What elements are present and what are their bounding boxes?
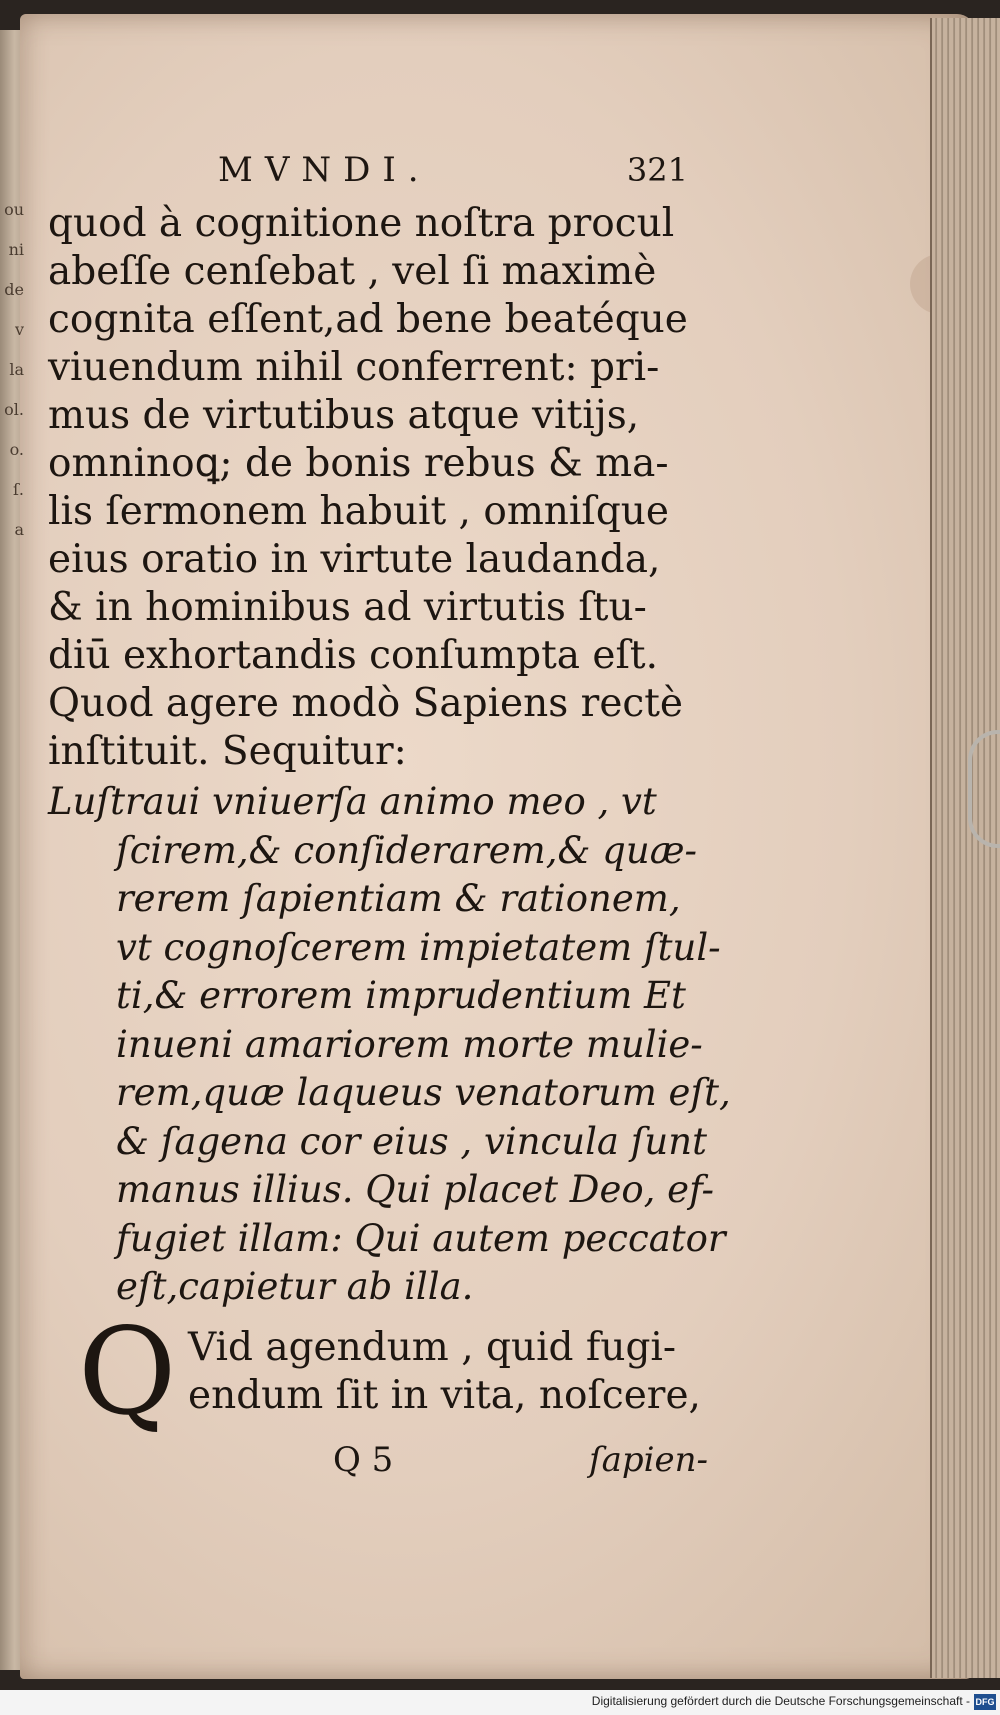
prose-line: viuendum nihil conferrent: pri- [48, 345, 660, 390]
verse-line: vt cognoſcerem impietatem ſtul- [116, 925, 721, 969]
margin-fragment: a [14, 520, 24, 539]
margin-fragment: ou [4, 200, 24, 219]
prose-line: diū exhortandis conſumpta eſt. [48, 633, 659, 678]
margin-fragment: v [14, 320, 24, 339]
verse-line: Luſtraui vniuerſa animo meo , vt [48, 780, 657, 823]
margin-fragment: ſ. [12, 480, 24, 499]
prose-line: Quod agere modò Sapiens rectè [48, 681, 683, 726]
running-title: MVNDI. [218, 150, 431, 190]
page-stack-edges [930, 18, 1000, 1678]
page-clip [968, 730, 1000, 848]
page-number: 321 [626, 151, 688, 189]
facing-page-text-fragments [0, 190, 24, 710]
margin-fragment: de [4, 280, 24, 299]
verse-line: ti,& errorem imprudentium Et [116, 974, 686, 1017]
margin-fragment: o. [9, 440, 24, 459]
prose-line: inſtituit. Sequitur: [48, 729, 407, 774]
dfg-logo: DFG [974, 1694, 996, 1710]
signature-mark: Q 5 [333, 1439, 394, 1480]
prose-line: & in hominibus ad virtutis ſtu- [48, 585, 647, 630]
prose-line: mus de virtutibus atque vitijs, [48, 393, 640, 438]
prose-line: abeſſe cenſebat , vel ſi maximè [48, 249, 657, 294]
running-head [48, 150, 708, 200]
verse-line: rem,quæ laqueus venatorum eſt, [116, 1071, 731, 1114]
verse-line: eſt,capietur ab illa. [116, 1265, 474, 1308]
prose-line: quod à cognitione noſtra procul [48, 201, 675, 246]
verse-line: fugiet illam: Qui autem peccator [116, 1216, 726, 1260]
digitization-footer [0, 1690, 1000, 1715]
scripture-quotation [48, 778, 731, 1312]
dropcap-lines-line: endum ſit in vita, noſcere, [188, 1372, 701, 1418]
catchword: ſapien- [589, 1439, 708, 1480]
prose-line: cognita eſſent,ad bene beatéque [48, 297, 688, 342]
prose-line: eius oratio in virtute laudanda, [48, 537, 661, 582]
verse-line: ſcirem,& conſiderarem,& quæ- [116, 828, 697, 872]
prose-line: lis ſermonem habuit , omniſque [48, 489, 669, 534]
page-footer-line [48, 1436, 708, 1484]
new-paragraph [48, 1302, 708, 1442]
prose-line: omninoꝗ; de bonis rebus & ma- [48, 441, 669, 486]
verse-line: rerem ſapientiam & rationem, [116, 877, 681, 920]
verse-line: manus illius. Qui placet Deo, ef- [116, 1168, 714, 1211]
verse-line: inueni amariorem morte mulie- [116, 1022, 703, 1066]
dropcap-lines-line: Vid agendum , quid fugi- [188, 1324, 677, 1370]
verse-line: & ſagena cor eius , vincula ſunt [116, 1119, 707, 1163]
margin-fragment: ol. [4, 400, 24, 419]
prose-block [48, 200, 708, 776]
margin-fragment: la [9, 360, 24, 379]
drop-capital: Q [78, 1302, 177, 1442]
page-text [48, 150, 731, 1484]
margin-fragment: ni [8, 240, 24, 259]
footer-credit: Digitalisierung gefördert durch die Deutsche Forschungsgemeinschaft - [591, 1694, 970, 1708]
